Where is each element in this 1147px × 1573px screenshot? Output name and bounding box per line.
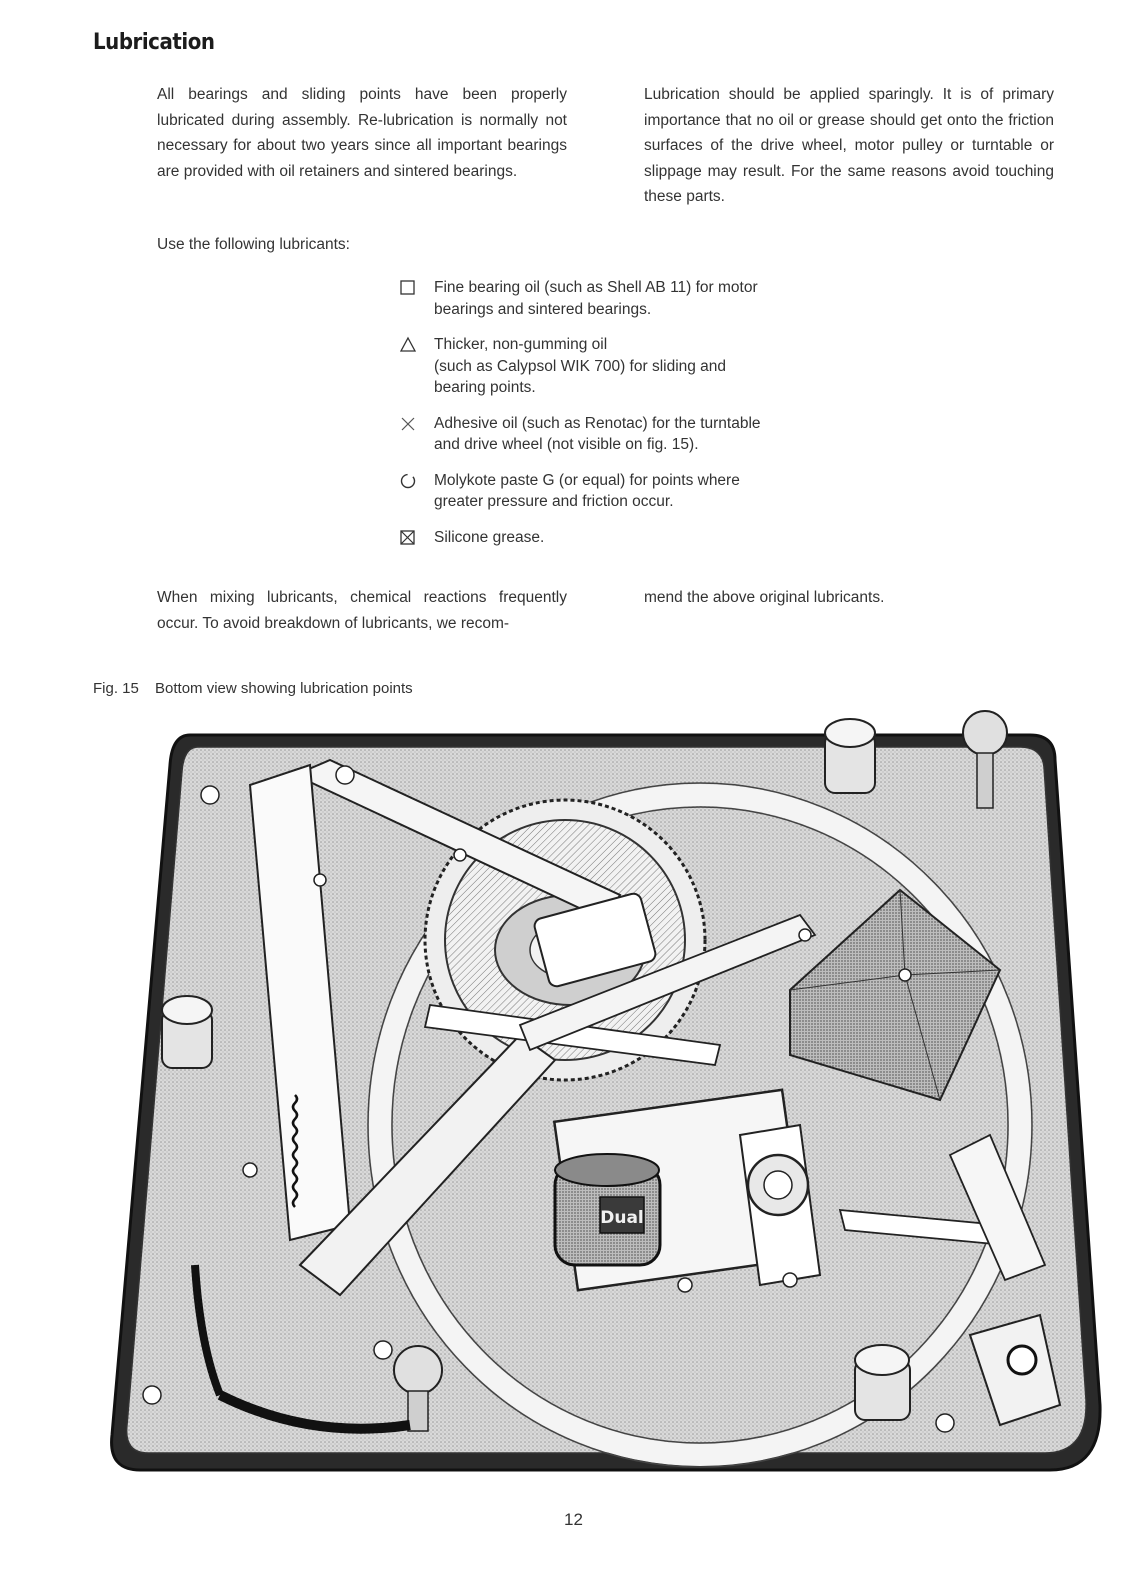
square-icon bbox=[398, 278, 418, 298]
lubricant-item bbox=[398, 413, 838, 456]
cross-icon bbox=[398, 414, 418, 434]
use-following-line: Use the following lubricants: bbox=[157, 236, 350, 253]
turntable-bottom-view-illustration bbox=[100, 705, 1110, 1480]
lubricant-text: Adhesive oil (such as Renotac) for the turntable and drive wheel (not visible on fig. 15). bbox=[434, 414, 761, 453]
mixing-right-paragraph: mend the above original lubricants. bbox=[644, 589, 885, 606]
lubricant-text: Thicker, non-gumming oil (such as Calypsol WIK 700) for sliding and bearing points. bbox=[434, 336, 727, 396]
intro-left-paragraph: All bearings and sliding points have been properly lubricated during assembly. Re-lubrication is normally not necessary for about two years since all important bearings are provided with oil retainers and sintered bearings. bbox=[157, 86, 567, 180]
knob-top-right-1 bbox=[825, 719, 875, 793]
crossed-square-icon bbox=[398, 528, 418, 548]
lubricant-list bbox=[398, 277, 838, 562]
lubricant-item bbox=[398, 277, 838, 320]
figure-number: Fig. 15 bbox=[93, 680, 139, 697]
figure-caption bbox=[93, 680, 413, 697]
page-number: 12 bbox=[564, 1510, 583, 1529]
lubricant-text: Molykote paste G (or equal) for points where greater pressure and friction occur. bbox=[434, 471, 740, 510]
mixing-left-paragraph: When mixing lubricants, chemical reactions frequently occur. To avoid breakdown of lubricants, we recom- bbox=[157, 589, 567, 632]
dashed-circle-icon bbox=[398, 471, 418, 491]
knob-left bbox=[162, 996, 212, 1068]
section-title: Lubrication bbox=[93, 30, 215, 55]
lubricant-item bbox=[398, 334, 838, 399]
intro-right-paragraph: Lubrication should be applied sparingly. It is of primary importance that no oil or grease should get onto the friction surfaces of the drive wheel, motor pulley or turntable or slippage may result. For the same reasons avoid touching these parts. bbox=[644, 86, 1054, 206]
triangle-icon bbox=[398, 335, 418, 355]
lubricant-text: Silicone grease. bbox=[434, 528, 545, 546]
lubricant-text: Fine bearing oil (such as Shell AB 11) for motor bearings and sintered bearings. bbox=[434, 279, 758, 318]
figure-caption-text: Bottom view showing lubrication points bbox=[155, 680, 413, 697]
knob-bottom-right bbox=[855, 1345, 910, 1420]
lubricant-item bbox=[398, 470, 838, 513]
lubricant-item bbox=[398, 527, 838, 549]
motor-brand-label: Dual bbox=[600, 1208, 644, 1228]
